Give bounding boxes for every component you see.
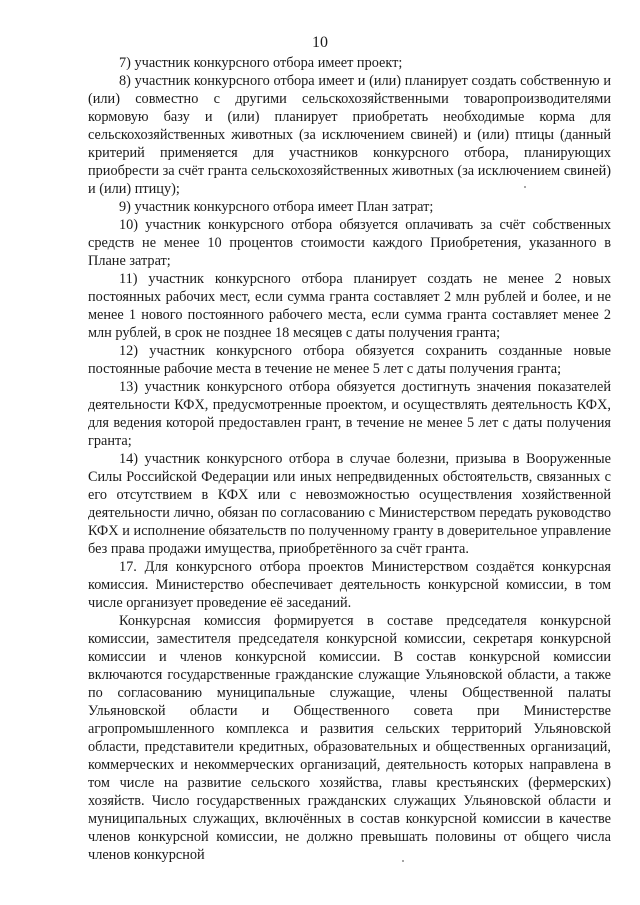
paragraph-item-9: 9) участник конкурсного отбора имеет План затрат;	[119, 199, 434, 215]
paragraph-item-12: 12) участник конкурсного отбора обязуется сохранить созданные новые постоянные рабочие места в течение не менее 5 лет с даты получения гранта;	[88, 343, 611, 377]
scan-speck	[524, 186, 526, 188]
paragraph-item-11: 11) участник конкурсного отбора планирует создать не менее 2 новых постоянных рабочих мест, если сумма гранта составляет 2 млн рублей и более, и не менее 1 нового постоянного рабочего места, если сумма гранта составляет менее 2 млн рублей, в срок не позднее 18 месяцев с даты получения гранта;	[88, 271, 611, 341]
document-body	[88, 54, 611, 864]
page-number: 10	[312, 34, 328, 51]
paragraph-item-8: 8) участник конкурсного отбора имеет и (или) планирует создать собственную и (или) совместно с другими сельскохозяйственными товаропроизводителями кормовую базу и (или) планирует приобретать необходимые корма для сельскохозяйственных животных (за исключением свиней) и (или) птицы (данный критерий применяется для участников конкурсного отбора, планирующих приобрести за счёт гранта сельскохозяйственных животных (за исключением свиней) и (или) птицу);	[88, 73, 611, 197]
paragraph-item-7: 7) участник конкурсного отбора имеет проект;	[119, 55, 403, 71]
paragraph-item-13: 13) участник конкурсного отбора обязуется достигнуть значения показателей деятельности КФХ, предусмотренные проектом, и осуществлять деятельность КФХ, для ведения которой предоставлен грант, в течение не менее 5 лет с даты получения гранта;	[88, 379, 611, 449]
scan-speck	[402, 860, 404, 862]
paragraph-item-14: 14) участник конкурсного отбора в случае болезни, призыва в Вооруженные Силы Российской Федерации или иных непредвиденных обстоятельств, связанных с его отсутствием в КФХ или с невозможностью осуществления хозяйственной деятельности лично, обязан по согласованию с Министерством передать руководство КФХ и исполнение обязательств по полученному гранту в доверительное управление без права продажи имущества, приобретённого за счёт гранта.	[88, 451, 611, 557]
paragraph-item-10: 10) участник конкурсного отбора обязуется оплачивать за счёт собственных средств не менее 10 процентов стоимости каждого Приобретения, указанного в Плане затрат;	[88, 217, 611, 269]
paragraph-section-17: 17. Для конкурсного отбора проектов Министерством создаётся конкурсная комиссия. Министерство обеспечивает деятельность конкурсной комиссии, в том числе организует проведение её заседаний.	[88, 559, 611, 611]
paragraph-commission-composition: Конкурсная комиссия формируется в составе председателя конкурсной комиссии, заместителя председателя конкурсной комиссии, секретаря конкурсной комиссии и членов конкурсной комиссии. В состав конкурсной комиссии включаются государственные гражданские служащие Ульяновской области, а также по согласованию муниципальные служащие, члены Общественной палаты Ульяновской области и Общественного совета при Министерстве агропромышленного комплекса и развития сельских территорий Ульяновской области, представители кредитных, образовательных и общественных организаций, коммерческих и некоммерческих организаций, деятельность которых направлена в том числе на развитие сельского хозяйства, главы крестьянских (фермерских) хозяйств. Число государственных гражданских служащих Ульяновской области и муниципальных служащих, включённых в состав конкурсной комиссии в качестве членов конкурсной комиссии, не должно превышать половины от общего числа членов конкурсной	[88, 613, 611, 863]
